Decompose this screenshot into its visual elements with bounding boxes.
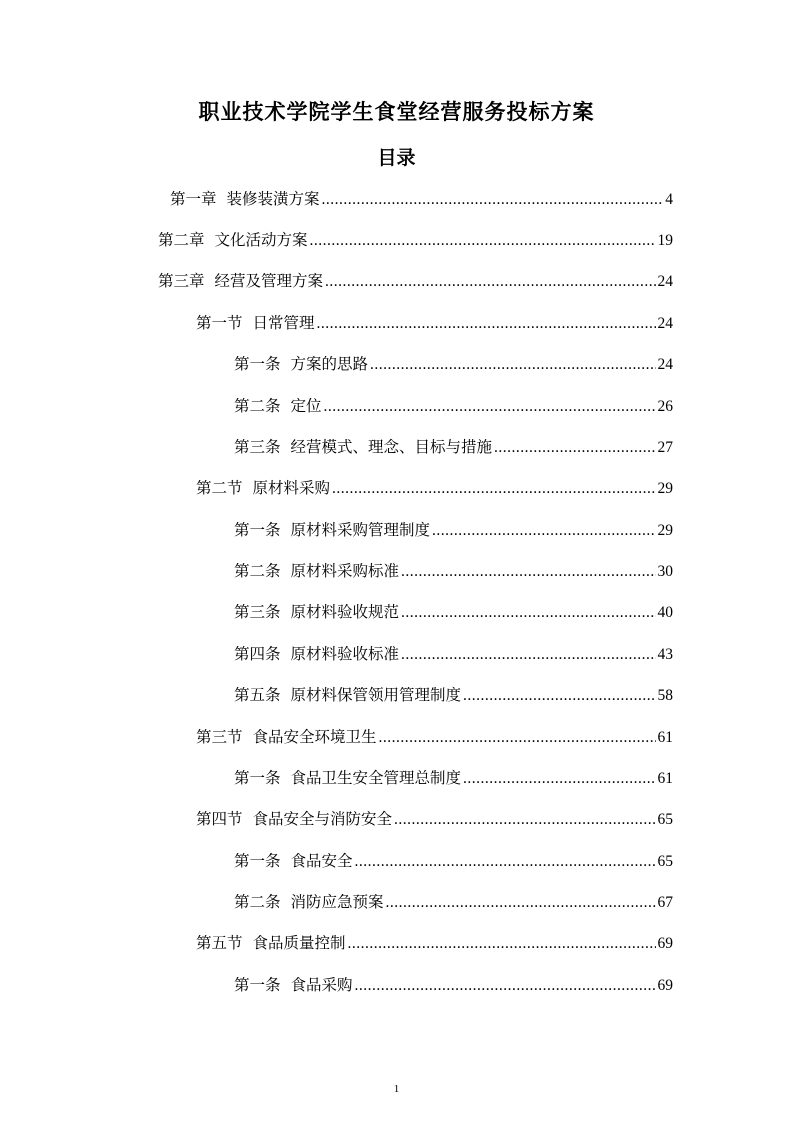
toc-entry-page: 26 bbox=[657, 398, 673, 415]
toc-entry-article[interactable] bbox=[234, 558, 673, 584]
toc-entry-page: 69 bbox=[657, 977, 673, 994]
toc-dot-leader bbox=[370, 352, 655, 378]
toc-entry-page: 24 bbox=[657, 315, 673, 332]
toc-entry-label: 第一条 bbox=[234, 521, 281, 539]
toc-dot-leader bbox=[401, 600, 655, 626]
toc-entry-page: 61 bbox=[657, 729, 673, 746]
toc-entry-title: 食品卫生安全管理总制度 bbox=[290, 769, 462, 787]
toc-entry-title: 日常管理 bbox=[252, 314, 315, 332]
toc-entry-title: 文化活动方案 bbox=[214, 231, 308, 249]
toc-entry-page: 30 bbox=[657, 563, 673, 580]
toc-entry-page: 40 bbox=[657, 604, 673, 621]
toc-entry-title: 经营及管理方案 bbox=[214, 272, 324, 290]
toc-entry-page: 27 bbox=[657, 439, 673, 456]
toc-entry-label: 第二章 bbox=[158, 231, 205, 249]
toc-entry-title: 原材料采购标准 bbox=[290, 562, 400, 580]
toc-entry-label: 第五条 bbox=[234, 686, 281, 704]
toc-entry-label: 第一条 bbox=[234, 852, 281, 870]
toc-entry-article[interactable] bbox=[234, 765, 673, 791]
toc-entry-title: 原材料采购 bbox=[252, 479, 331, 497]
toc-entry-page: 24 bbox=[657, 273, 673, 290]
toc-dot-leader bbox=[317, 311, 656, 337]
toc-entry-title: 方案的思路 bbox=[290, 355, 369, 373]
toc-entry-page: 29 bbox=[657, 522, 673, 539]
toc-entry-page: 19 bbox=[657, 232, 673, 249]
toc-entry-label: 第一条 bbox=[234, 355, 281, 373]
document-title: 职业技术学院学生食堂经营服务投标方案 bbox=[198, 100, 595, 124]
toc-dot-leader bbox=[310, 228, 656, 254]
toc-dot-leader bbox=[322, 187, 664, 213]
toc-entry-page: 69 bbox=[657, 935, 673, 952]
toc-entry-chapter[interactable] bbox=[158, 227, 673, 253]
toc-dot-leader bbox=[432, 518, 655, 544]
toc-heading: 目录 bbox=[377, 147, 416, 169]
toc-dot-leader bbox=[348, 931, 656, 957]
toc-entry-label: 第二节 bbox=[196, 479, 243, 497]
toc-entry-section[interactable] bbox=[196, 475, 673, 501]
toc-entry-label: 第一章 bbox=[170, 190, 217, 208]
toc-entry-page: 29 bbox=[657, 480, 673, 497]
toc-entry-article[interactable] bbox=[234, 682, 673, 708]
toc-entry-article[interactable] bbox=[234, 393, 673, 419]
page-number: 1 bbox=[393, 1083, 400, 1095]
toc-entry-page: 24 bbox=[657, 356, 673, 373]
toc-dot-leader bbox=[394, 807, 655, 833]
toc-entry-label: 第二条 bbox=[234, 562, 281, 580]
toc-dot-leader bbox=[379, 725, 656, 751]
toc-entry-page: 67 bbox=[657, 894, 673, 911]
toc-entry-section[interactable] bbox=[196, 806, 673, 832]
toc-entry-page: 65 bbox=[657, 811, 673, 828]
toc-dot-leader bbox=[463, 766, 655, 792]
toc-entry-label: 第二条 bbox=[234, 893, 281, 911]
toc-dot-leader bbox=[355, 973, 656, 999]
toc-entry-title: 定位 bbox=[290, 397, 322, 415]
toc-entry-label: 第三条 bbox=[234, 603, 281, 621]
toc-entry-label: 第一条 bbox=[234, 976, 281, 994]
toc-entry-page: 43 bbox=[657, 646, 673, 663]
toc-entry-section[interactable] bbox=[196, 930, 673, 956]
toc-entry-title: 经营模式、理念、目标与措施 bbox=[290, 438, 493, 456]
toc-dot-leader bbox=[401, 642, 655, 668]
toc-entry-page: 65 bbox=[657, 853, 673, 870]
toc-entry-label: 第五节 bbox=[196, 934, 243, 952]
toc-entry-article[interactable] bbox=[234, 517, 673, 543]
toc-entry-label: 第一节 bbox=[196, 314, 243, 332]
toc-entry-title: 消防应急预案 bbox=[290, 893, 384, 911]
toc-dot-leader bbox=[401, 559, 655, 585]
toc-entry-title: 装修装潢方案 bbox=[226, 190, 320, 208]
toc-entry-title: 原材料采购管理制度 bbox=[290, 521, 431, 539]
toc-entry-page: 61 bbox=[657, 770, 673, 787]
toc-entry-title: 食品安全 bbox=[290, 852, 353, 870]
toc-entry-article[interactable] bbox=[234, 972, 673, 998]
toc-entry-label: 第二条 bbox=[234, 397, 281, 415]
toc-entry-section[interactable] bbox=[196, 310, 673, 336]
toc-entry-chapter[interactable] bbox=[158, 268, 673, 294]
toc-entry-title: 原材料验收标准 bbox=[290, 645, 400, 663]
toc-entry-article[interactable] bbox=[234, 434, 673, 460]
toc-entry-label: 第三条 bbox=[234, 438, 281, 456]
toc-entry-section[interactable] bbox=[196, 724, 673, 750]
toc-entry-title: 食品安全环境卫生 bbox=[252, 728, 377, 746]
toc-entry-title: 原材料保管领用管理制度 bbox=[290, 686, 462, 704]
toc-dot-leader bbox=[463, 683, 655, 709]
toc-entry-label: 第四节 bbox=[196, 810, 243, 828]
toc-entry-chapter[interactable] bbox=[170, 186, 673, 212]
toc-entry-label: 第三章 bbox=[158, 272, 205, 290]
toc-entry-title: 原材料验收规范 bbox=[290, 603, 400, 621]
toc-dot-leader bbox=[355, 849, 656, 875]
toc-dot-leader bbox=[494, 435, 655, 461]
toc-dot-leader bbox=[324, 394, 656, 420]
toc-entry-label: 第四条 bbox=[234, 645, 281, 663]
toc-entry-label: 第三节 bbox=[196, 728, 243, 746]
toc-dot-leader bbox=[325, 269, 655, 295]
toc-entry-article[interactable] bbox=[234, 599, 673, 625]
toc-dot-leader bbox=[386, 890, 656, 916]
toc-entry-article[interactable] bbox=[234, 351, 673, 377]
toc-entry-title: 食品安全与消防安全 bbox=[252, 810, 393, 828]
toc-entry-page: 4 bbox=[665, 191, 673, 208]
toc-dot-leader bbox=[332, 476, 655, 502]
toc-entry-article[interactable] bbox=[234, 889, 673, 915]
toc-entry-title: 食品质量控制 bbox=[252, 934, 346, 952]
toc-entry-article[interactable] bbox=[234, 641, 673, 667]
toc-entry-title: 食品采购 bbox=[290, 976, 353, 994]
toc-entry-page: 58 bbox=[657, 687, 673, 704]
toc-entry-label: 第一条 bbox=[234, 769, 281, 787]
toc-entry-article[interactable] bbox=[234, 848, 673, 874]
